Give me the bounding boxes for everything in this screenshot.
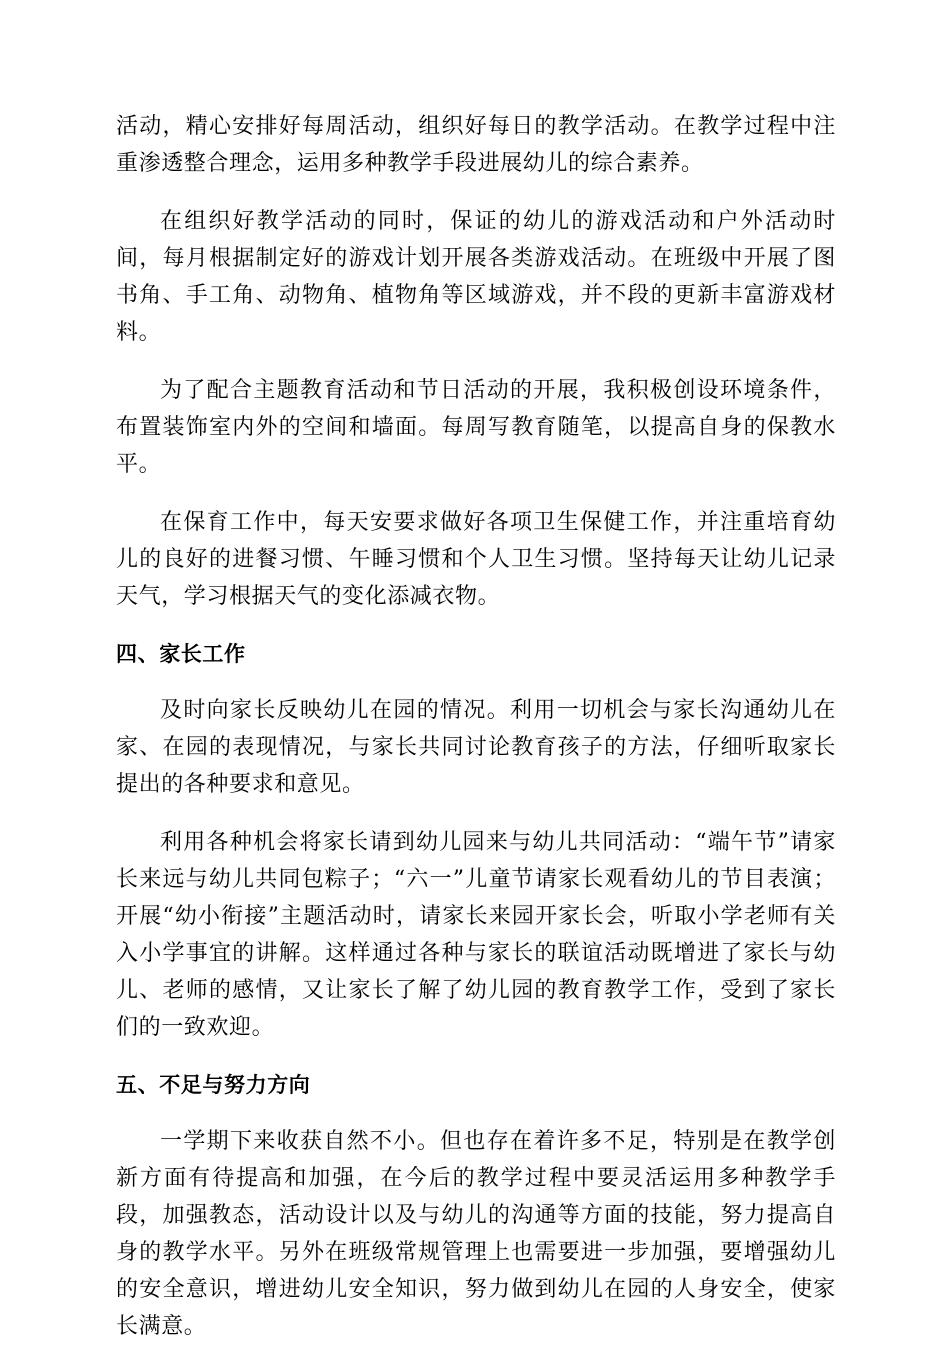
section-heading-shortcomings: 五、不足与努力方向 — [116, 1073, 311, 1097]
paragraph-game-activities: 在组织好教学活动的同时，保证的幼儿的游戏活动和户外活动时间，每月根据制定好的游戏计划开展各类游戏活动。在班级中开展了图书角、手工角、动物角、植物角等区域游戏，并不段的更新丰富游戏材料。 — [116, 209, 836, 345]
paragraph-environment-setup: 为了配合主题教育活动和节日活动的开展，我积极创设环境条件，布置装饰室内外的空间和墙面。每周写教育随笔，以提高自身的保教水平。 — [116, 378, 836, 477]
paragraph-shortcomings-improvement: 一学期下来收获自然不小。但也存在着许多不足，特别是在教学创新方面有待提高和加强，在今后的教学过程中要灵活运用多种教学手段，加强教态，活动设计以及与幼儿的沟通等方面的技能，努力提高自身的教学水平。另外在班级常规管理上也需要进一步加强，要增强幼儿的安全意识，增进幼儿安全知识，努力做到幼儿在园的人身安全，使家长满意。 — [116, 1129, 836, 1339]
section-heading-parent-work: 四、家长工作 — [116, 642, 246, 666]
paragraph-parent-activities: 利用各种机会将家长请到幼儿园来与幼儿共同活动：“端午节”请家长来远与幼儿共同包粽子；“六一”儿童节请家长观看幼儿的节目表演；开展“幼小衔接”主题活动时，请家长来园开家长会，听取小学老师有关入小学事宜的讲解。这样通过各种与家长的联谊活动既增进了家长与幼儿、老师的感情，又让家长了解了幼儿园的教育教学工作，受到了家长们的一致欢迎。 — [116, 830, 836, 1040]
paragraph-continued-activities: 活动，精心安排好每周活动，组织好每日的教学活动。在教学过程中注重渗透整合理念，运用多种教学手段进展幼儿的综合素养。 — [116, 114, 836, 176]
document-body — [116, 108, 836, 1366]
paragraph-parent-communication: 及时向家长反映幼儿在园的情况。利用一切机会与家长沟通幼儿在家、在园的表现情况，与家长共同讨论教育孩子的方法，仔细听取家长提出的各种要求和意见。 — [116, 698, 836, 797]
paragraph-childcare-work: 在保育工作中，每天安要求做好各项卫生保健工作，并注重培育幼儿的良好的进餐习惯、午睡习惯和个人卫生习惯。坚持每天让幼儿记录天气，学习根据天气的变化添减衣物。 — [116, 510, 836, 609]
